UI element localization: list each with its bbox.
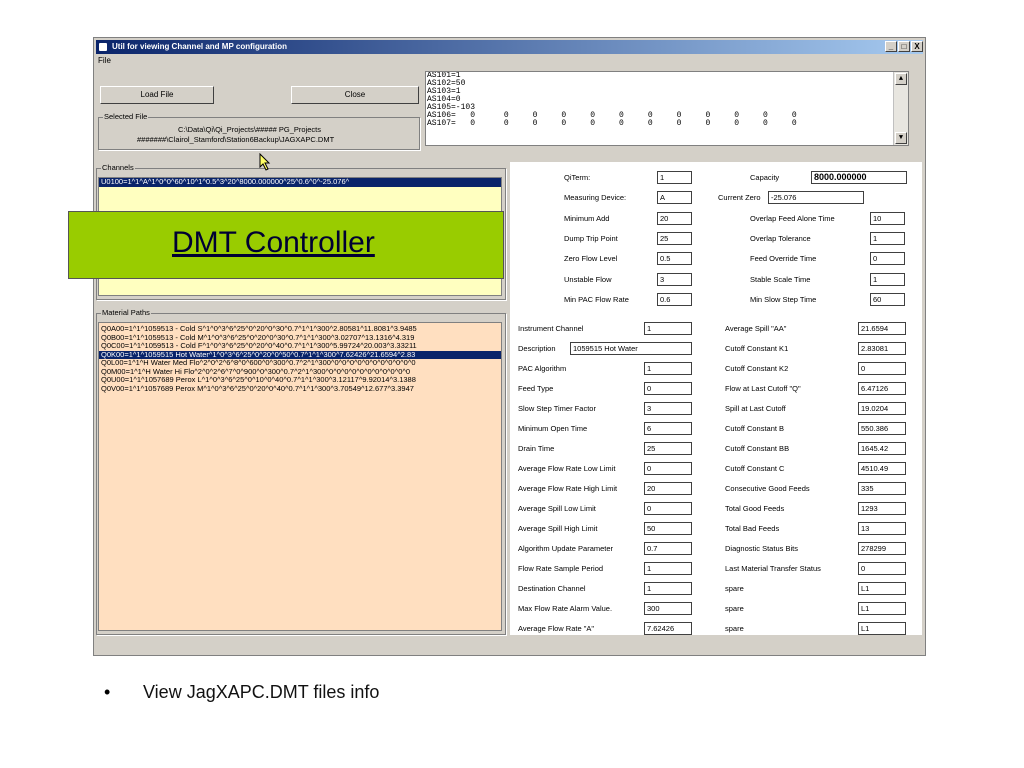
mp-setting-field[interactable]: 20 [644, 482, 692, 495]
channel-setting-label: Overlap Feed Alone Time [750, 213, 835, 223]
mp-setting-label: Last Material Transfer Status [725, 564, 821, 573]
channel-setting-label: Dump Trip Point [564, 233, 618, 243]
mp-setting-field[interactable]: 2.83081 [858, 342, 906, 355]
mp-setting-field[interactable]: 278299 [858, 542, 906, 555]
mp-setting-field[interactable]: 6.47126 [858, 382, 906, 395]
mp-setting-label: spare [725, 604, 744, 613]
mp-setting-label: Consecutive Good Feeds [725, 484, 810, 493]
mouse-cursor-icon [259, 153, 271, 171]
mp-setting-label: Algorithm Update Parameter [518, 544, 614, 553]
material-path-row[interactable]: Q0V00=1^1^1057689 Perox M^1^0^3^6^25^0^20^0^40^0.7^1^1^300^3.70549^12.677^3.3947 [101, 383, 414, 393]
as-list-item[interactable]: AS107= 0 0 0 0 0 0 0 0 0 0 0 0 [427, 119, 797, 128]
as-parameter-list[interactable] [425, 71, 909, 146]
mp-setting-label: Minimum Open Time [518, 424, 588, 433]
selected-file-path-line2: #######\Clairol_Stamford\Station6Backup\JAGXAPC.DMT [137, 135, 335, 144]
mp-setting-label: Average Spill High Limit [518, 524, 598, 533]
mp-setting-label: Destination Channel [518, 584, 586, 593]
minimize-button[interactable]: _ [885, 41, 897, 52]
mp-setting-label: Cutoff Constant B [725, 424, 785, 433]
material-path-row[interactable]: Q0M00=1^1^H Water Hi Flo^2^0^2^6^7^0^900^0^300^0.7^2^1^300^0^0^0^0^0^0^0^0^0^0^0 [101, 366, 411, 376]
mp-setting-field[interactable]: 21.6594 [858, 322, 906, 335]
mp-setting-field[interactable]: L1 [858, 602, 906, 615]
mp-setting-field[interactable]: 300 [644, 602, 692, 615]
mp-setting-field[interactable]: 19.0204 [858, 402, 906, 415]
mp-setting-label: spare [725, 584, 744, 593]
bullet-point-icon: • [104, 682, 111, 702]
mp-setting-field[interactable]: L1 [858, 622, 906, 635]
menu-file[interactable]: File [98, 56, 111, 65]
channel-setting-field[interactable]: -25.076 [768, 191, 864, 204]
mp-setting-label: Slow Step Timer Factor [518, 404, 596, 413]
channel-setting-label: Min Slow Step Time [750, 294, 817, 304]
mp-setting-field[interactable]: 13 [858, 522, 906, 535]
channel-setting-field[interactable]: 1 [870, 273, 905, 286]
channel-setting-field[interactable]: 1 [657, 171, 692, 184]
mp-setting-label: Drain Time [518, 444, 555, 453]
mp-setting-label: Description [518, 344, 556, 353]
channel-setting-field[interactable]: 0.5 [657, 252, 692, 265]
material-paths-label: Material Paths [102, 308, 150, 317]
material-path-row[interactable]: Q0A00=1^1^1059513 - Cold S^1^0^3^6^25^0^20^0^30^0.7^1^1^300^2.80581^11.8081^3.9485 [101, 324, 417, 333]
mp-setting-field[interactable]: 25 [644, 442, 692, 455]
as-list-item[interactable]: AS106= 0 0 0 0 0 0 0 0 0 0 0 0 [427, 111, 797, 120]
mp-setting-label: Average Spill "AA" [725, 324, 787, 333]
channel-setting-field[interactable]: 25 [657, 232, 692, 245]
scroll-up-icon[interactable]: ▲ [895, 73, 907, 85]
scroll-down-icon[interactable]: ▼ [895, 132, 907, 144]
mp-setting-field[interactable]: 1645.42 [858, 442, 906, 455]
selected-file-label: Selected File [104, 112, 148, 121]
channel-setting-field[interactable]: 0 [870, 252, 905, 265]
mp-setting-field[interactable]: 1293 [858, 502, 906, 515]
close-window-button[interactable]: X [911, 41, 923, 52]
material-path-row[interactable]: Q0U00=1^1^1057689 Perox L^1^0^3^6^25^0^10^0^40^0.7^1^1^300^3.12117^9.92014^3.1388 [101, 375, 416, 384]
channels-label: Channels [102, 163, 134, 172]
as-list-item[interactable]: AS102=50 [427, 79, 466, 88]
mp-setting-field[interactable]: 335 [858, 482, 906, 495]
material-path-row[interactable]: Q0L00=1^1^H Water Med Flo^2^0^2^6^8^0^600^0^300^0.7^2^1^300^0^0^0^0^0^0^0^0^0^0^0 [101, 358, 416, 367]
channel-setting-label: Overlap Tolerance [750, 233, 811, 243]
mp-setting-field[interactable]: 1 [644, 562, 692, 575]
channel-setting-label: Min PAC Flow Rate [564, 294, 629, 304]
material-path-row[interactable]: Q0K00=1^1^1059515 Hot Water^1^0^3^6^25^0^20^0^50^0.7^1^1^300^7.62426^21.6594^2.83 [99, 351, 501, 360]
mp-setting-field[interactable]: 4510.49 [858, 462, 906, 475]
as-list-item[interactable]: AS103=1 [427, 87, 461, 96]
mp-setting-label: Spill at Last Cutoff [725, 404, 786, 413]
channel-setting-field[interactable]: 0.6 [657, 293, 692, 306]
mp-setting-label: Feed Type [518, 384, 554, 393]
mp-setting-field[interactable]: 1 [644, 362, 692, 375]
mp-setting-field[interactable]: 0 [644, 502, 692, 515]
mp-setting-field[interactable]: 0 [644, 382, 692, 395]
channel-setting-field[interactable]: A [657, 191, 692, 204]
channel-setting-label: QiTerm: [564, 173, 591, 182]
channel-setting-label: Unstable Flow [564, 274, 612, 284]
mp-setting-field[interactable]: 0 [644, 462, 692, 475]
channel-setting-field[interactable]: 20 [657, 212, 692, 225]
as-list-item[interactable]: AS101=1 [427, 71, 461, 80]
material-path-row[interactable]: Q0B00=1^1^1059513 - Cold M^1^0^3^6^25^0^20^0^30^0.7^1^1^300^3.02707^13.1316^4.319 [101, 332, 415, 342]
channel-setting-label: Stable Scale Time [750, 274, 811, 284]
app-window [93, 37, 926, 656]
app-icon [99, 43, 107, 51]
channel-setting-label: Zero Flow Level [564, 254, 618, 264]
mp-setting-label: Flow at Last Cutoff "Q" [725, 384, 801, 393]
channel-row[interactable]: U0100=1^1^A^1^0^0^60^10^1^0.5^3^20^8000.000000^25^0.6^0^-25.076^ [99, 178, 501, 187]
mp-setting-field[interactable]: L1 [858, 582, 906, 595]
selected-file-path-line1: C:\Data\Qi\Qi_Projects\##### PG_Projects [178, 125, 321, 134]
bullet-text: View JagXAPC.DMT files info [143, 682, 380, 702]
mp-setting-field[interactable]: 0.7 [644, 542, 692, 555]
as-list-scrollbar[interactable] [893, 72, 908, 145]
mp-setting-label: Average Spill Low Limit [518, 504, 596, 513]
mp-setting-field[interactable]: 6 [644, 422, 692, 435]
as-list-item[interactable]: AS104=0 [427, 95, 461, 104]
mp-setting-label: Total Good Feeds [725, 504, 785, 513]
channel-setting-field[interactable]: 8000.000000 [811, 171, 907, 184]
channel-setting-label: Feed Override Time [750, 254, 817, 264]
mp-setting-label: Cutoff Constant C [725, 464, 785, 473]
channel-setting-label: Measuring Device: [564, 193, 627, 203]
mp-setting-label: Cutoff Constant K2 [725, 364, 789, 373]
mp-setting-label: Flow Rate Sample Period [518, 564, 604, 573]
mp-setting-field[interactable]: 1 [644, 322, 692, 335]
description-field[interactable]: 1059515 Hot Water [570, 342, 692, 355]
channel-setting-field[interactable]: 10 [870, 212, 905, 225]
channel-setting-field[interactable]: 60 [870, 293, 905, 306]
mp-setting-field[interactable]: 1 [644, 582, 692, 595]
mp-setting-label: PAC Algorithm [518, 364, 567, 373]
mp-setting-field[interactable]: 0 [858, 362, 906, 375]
dmt-controller-callout [68, 211, 504, 279]
mp-setting-field[interactable]: 50 [644, 522, 692, 535]
channel-setting-label: Capacity [750, 173, 780, 182]
window-title: Util for viewing Channel and MP configuration [112, 42, 287, 51]
load-file-button[interactable]: Load File [100, 86, 214, 104]
mp-setting-label: Instrument Channel [518, 324, 584, 333]
mp-setting-label: Average Flow Rate Low Limit [518, 464, 616, 473]
mp-setting-label: Max Flow Rate Alarm Value. [518, 604, 613, 613]
channel-setting-field[interactable]: 3 [657, 273, 692, 286]
mp-setting-label: spare [725, 624, 744, 633]
as-list-item[interactable]: AS105=-103 [427, 103, 476, 112]
mp-setting-label: Average Flow Rate "A" [518, 624, 595, 633]
mp-setting-label: Total Bad Feeds [725, 524, 780, 533]
close-button[interactable]: Close [291, 86, 419, 104]
mp-setting-field[interactable]: 0 [858, 562, 906, 575]
material-paths-list[interactable] [98, 322, 502, 631]
mp-setting-label: Cutoff Constant K1 [725, 344, 789, 353]
mp-setting-label: Average Flow Rate High Limit [518, 484, 618, 493]
maximize-button[interactable]: □ [898, 41, 910, 52]
mp-setting-label: Cutoff Constant BB [725, 444, 790, 453]
dmt-controller-title: DMT Controller [172, 226, 375, 259]
channel-setting-field[interactable]: 1 [870, 232, 905, 245]
title-bar [96, 40, 923, 54]
mp-setting-label: Diagnostic Status Bits [725, 544, 798, 553]
channel-setting-label: Current Zero [718, 193, 761, 203]
mp-setting-field[interactable]: 7.62426 [644, 622, 692, 635]
channel-setting-label: Minimum Add [564, 213, 610, 223]
material-path-row[interactable]: Q0C00=1^1^1059513 - Cold F^1^0^3^6^25^0^20^0^40^0.7^1^1^300^5.99724^20.003^3.33211 [101, 341, 417, 350]
mp-setting-field[interactable]: 3 [644, 402, 692, 415]
mp-setting-field[interactable]: 550.386 [858, 422, 906, 435]
